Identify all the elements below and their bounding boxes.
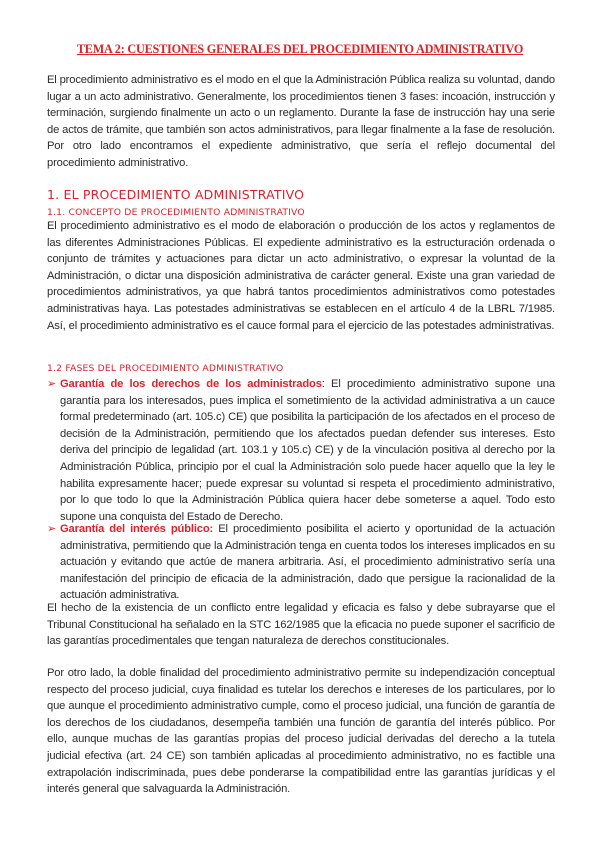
document-title: TEMA 2: CUESTIONES GENERALES DEL PROCEDIMIENTO ADMINISTRATIVO	[76, 42, 524, 56]
conflict-paragraph: El hecho de la existencia de un conflicto entre legalidad y eficacia es falso y debe subrayarse que el Tribunal Constitucional ha señalado en la STC 162/1985 que la eficacia no puede suponer el sacrificio de las garantías procedimentales que tengan naturaleza de derechos constitucionales.	[47, 602, 555, 648]
arrow-bullet-icon: ➢	[47, 378, 57, 390]
arrow-bullet-icon: ➢	[47, 523, 57, 535]
bullet-public-interest-text: El procedimiento posibilita el acierto y oportunidad de la actuación administrativa, permitiendo que la Administración tenga en cuenta todos los intereses implicados en su actuación y evitando que actúe de manera arbitraria. Así, el procedimiento administrativo sería una manifestación del principio de eficacia de la administración, dado que persigue la racionalidad de la actuación administrativa.	[60, 523, 555, 602]
bullet-rights-guarantee	[47, 376, 555, 525]
section-1-2-heading: 1.2 FASES DEL PROCEDIMIENTO ADMINISTRATIVO	[47, 363, 284, 374]
bullet-rights-lead: Garantía de los derechos de los administrados	[60, 378, 322, 390]
section-1-heading: 1. EL PROCEDIMIENTO ADMINISTRATIVO	[47, 187, 305, 202]
bullet-rights-text: : El procedimiento administrativo supone una garantía para los interesados, pues implica el sometimiento de la actividad administrativa a un cauce formal predeterminado (art. 105.c) CE) que posibilita la participación de los afectados en el proceso de decisión de la Administración, permitiendo que los afectados puedan defender sus intereses. Esto deriva del principio de legalidad (art. 103.1 y 105.c) CE) y de la vinculación positiva al derecho por la Administración Pública, principio por el cual la Administración solo puede hacer aquello que la ley le habilita expresamente hacer; puede expresar su voluntad si respeta el procedimiento administrativo, por lo que todo lo que la Administración Pública quiera hacer debe someterse a aquel. Todo esto supone una conquista del Estado de Derecho.	[60, 378, 555, 523]
section-1-1-heading: 1.1. CONCEPTO DE PROCEDIMIENTO ADMINISTRATIVO	[47, 207, 305, 218]
bullet-public-interest-lead: Garantía del interés público:	[60, 523, 214, 535]
final-paragraph: Por otro lado, la doble finalidad del procedimiento administrativo permite su independización conceptual respecto del proceso judicial, cuya finalidad es tutelar los derechos e intereses de los particulares, por lo que aunque el procedimiento administrativo cumple, como el proceso judicial, una función de garantía de los derechos de los ciudadanos, desempeña también una función de garantía del interés público. Por ello, aunque muchas de las garantías propias del proceso judicial derivadas del derecho a la tutela judicial efectiva (art. 24 CE) son también aplicadas al procedimiento administrativo, no es factible una extrapolación indiscriminada, pues debe ponderarse la compatibilidad entre las garantías jurídicas y el interés general que salvaguarda la Administración.	[47, 667, 555, 796]
section-1-1-paragraph: El procedimiento administrativo es el modo de elaboración o producción de los actos y reglamentos de las diferentes Administraciones Públicas. El expediente administrativo es la estructuración ordenada o conjunto de trámites y actuaciones para dictar un acto administrativo, o expresar la voluntad de la Administración, o dictar una disposición administrativa de carácter general. Existe una gran variedad de procedimientos administrativos, ya que habrá tantos procedimientos administrativos como potestades administrativas haya. Las potestades administrativas se establecen en el artículo 4 de la LBRL 7/1985. Así, el procedimiento administrativo es el cauce formal para el ejercicio de las potestades administrativas.	[47, 220, 555, 332]
bullet-public-interest	[47, 521, 555, 604]
intro-paragraph: El procedimiento administrativo es el modo en el que la Administración Pública realiza su voluntad, dando lugar a un acto administrativo. Generalmente, los procedimientos tienen 3 fases: incoación, instrucción y terminación, surgiendo finalmente un acto o un reglamento. Durante la fase de instrucción hay una serie de actos de trámite, que también son actos administrativos, para llegar finalmente a la fase de resolución. Por otro lado encontramos el expediente administrativo, que sería el reflejo documental del procedimiento administrativo.	[47, 74, 555, 169]
